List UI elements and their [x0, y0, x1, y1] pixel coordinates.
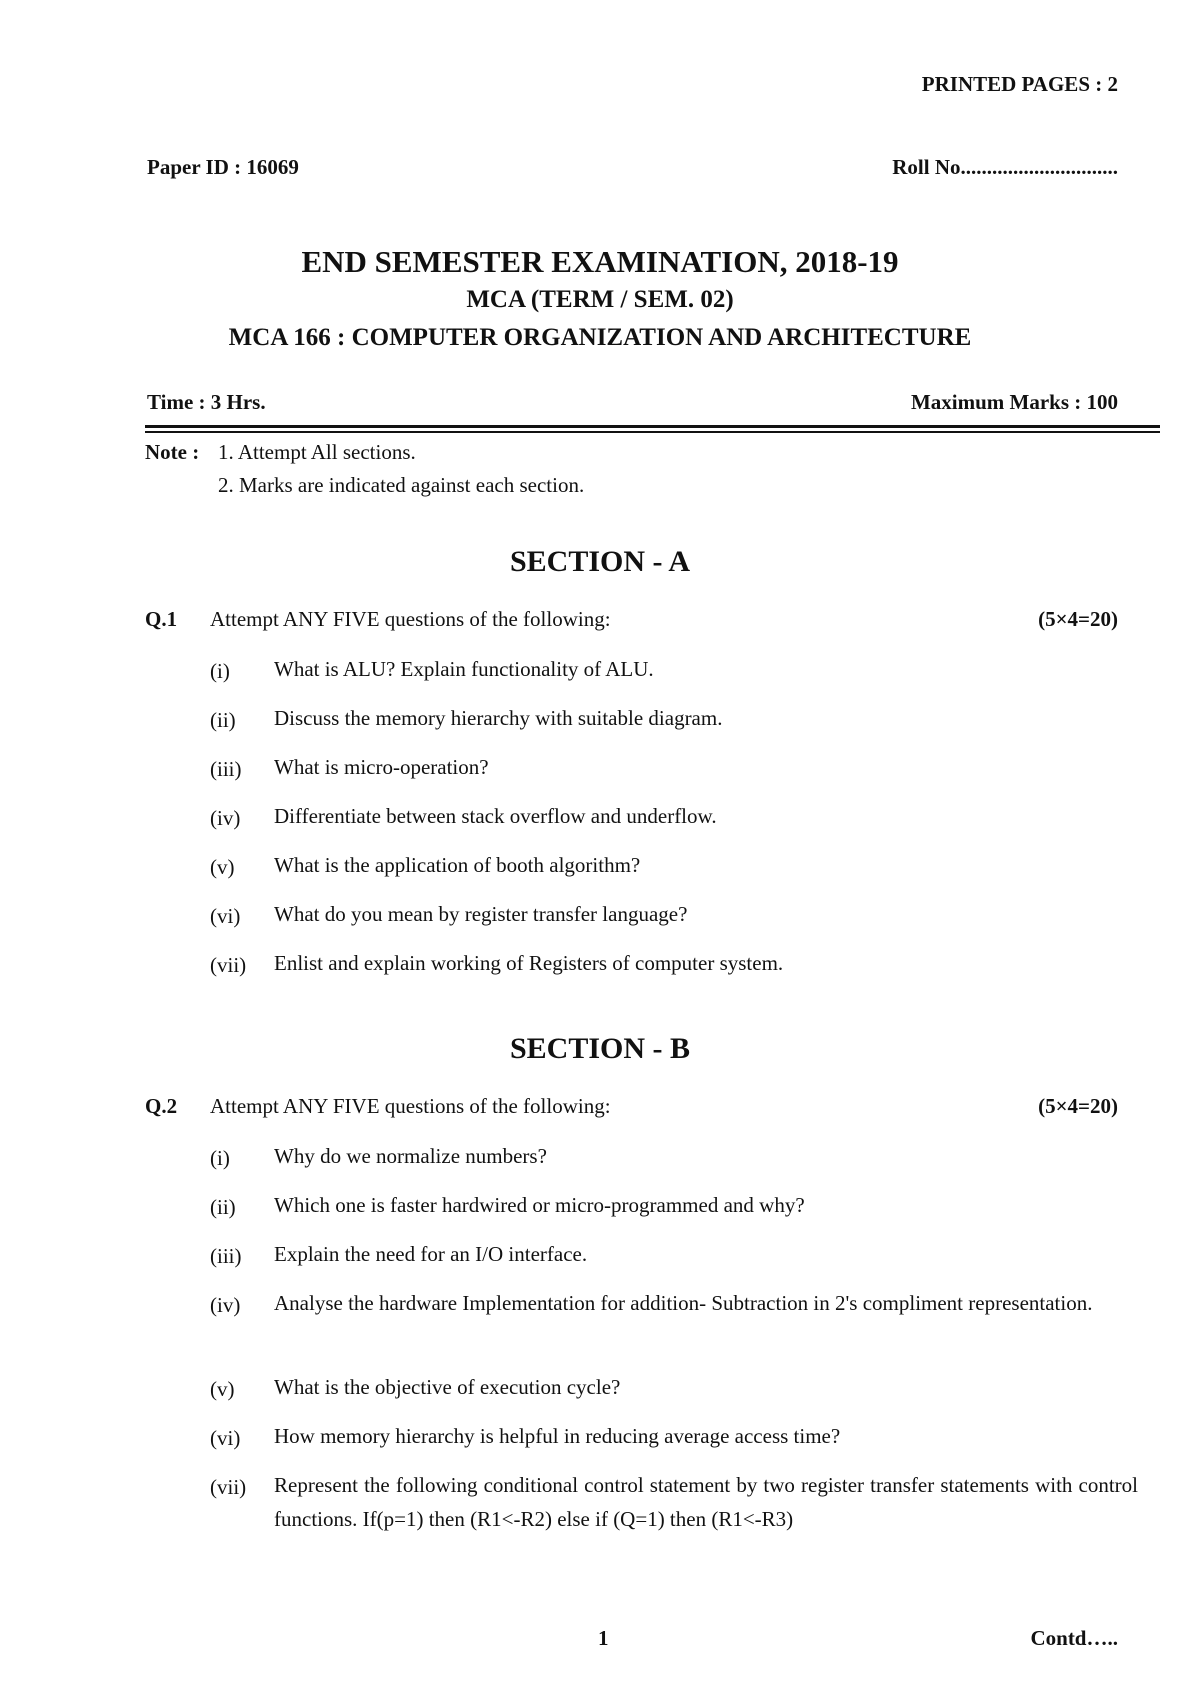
exam-time: Time : 3 Hrs.	[147, 390, 266, 414]
question-item: Differentiate between stack overflow and underflow.	[274, 804, 717, 828]
item-number: (iv)	[210, 806, 241, 830]
question-number: Q.2	[145, 1094, 178, 1118]
item-number: (iii)	[210, 757, 242, 781]
question-marks: (5×4=20)	[1038, 1094, 1118, 1118]
paper-id: Paper ID : 16069	[147, 155, 299, 179]
item-number: (iv)	[210, 1293, 241, 1317]
item-number: (vi)	[210, 1426, 241, 1450]
roll-number: Roll No..............................	[892, 155, 1118, 179]
question-item: Which one is faster hardwired or micro-programmed and why?	[274, 1193, 805, 1217]
question-item: Analyse the hardware Implementation for addition- Subtraction in 2's compliment representation.	[274, 1291, 1093, 1315]
question-item: Enlist and explain working of Registers of computer system.	[274, 951, 784, 975]
question-marks: (5×4=20)	[1038, 607, 1118, 631]
question-item: What is micro-operation?	[274, 755, 489, 779]
continued-label: Contd…..	[1030, 1626, 1118, 1650]
exam-title: END SEMESTER EXAMINATION, 2018-19	[301, 244, 899, 279]
section-a-title: SECTION - A	[509, 545, 691, 578]
question-item: Explain the need for an I/O interface.	[274, 1242, 588, 1266]
question-item: What is the objective of execution cycle?	[274, 1375, 621, 1399]
item-number: (vii)	[210, 1475, 247, 1499]
item-number: (v)	[210, 855, 235, 879]
question-item: Why do we normalize numbers?	[274, 1144, 547, 1168]
question-item: What is the application of booth algorithm?	[274, 853, 641, 877]
item-number: (ii)	[210, 1195, 236, 1219]
note-item: 1. Attempt All sections.	[218, 440, 416, 464]
maximum-marks: Maximum Marks : 100	[910, 390, 1118, 414]
item-number: (iii)	[210, 1244, 242, 1268]
item-number: (vi)	[210, 904, 241, 928]
item-number: (v)	[210, 1377, 235, 1401]
item-number: (i)	[210, 1146, 230, 1170]
question-item: What do you mean by register transfer language?	[274, 902, 688, 926]
course-title: MCA 166 : COMPUTER ORGANIZATION AND ARCHITECTURE	[228, 324, 972, 351]
printed-pages: PRINTED PAGES : 2	[921, 72, 1118, 96]
question-item: Discuss the memory hierarchy with suitable diagram.	[274, 706, 723, 730]
question-instruction: Attempt ANY FIVE questions of the following:	[210, 607, 611, 631]
question-item: Represent the following conditional control statement by two register transfer statements with control functions. If(p=1) then (R1<-R2) else if (Q=1) then (R1<-R3)	[274, 1473, 1138, 1531]
divider-thick	[145, 425, 1160, 428]
divider-thin	[145, 431, 1160, 433]
note-item: 2. Marks are indicated against each section.	[218, 473, 585, 497]
section-b-title: SECTION - B	[509, 1032, 691, 1065]
item-number: (i)	[210, 659, 230, 683]
item-number: (vii)	[210, 953, 247, 977]
question-instruction: Attempt ANY FIVE questions of the following:	[210, 1094, 611, 1118]
program-title: MCA (TERM / SEM. 02)	[466, 286, 734, 313]
page-number: 1	[598, 1626, 609, 1650]
question-number: Q.1	[145, 607, 178, 631]
question-item: How memory hierarchy is helpful in reducing average access time?	[274, 1424, 841, 1448]
question-item: What is ALU? Explain functionality of ALU.	[274, 657, 654, 681]
item-number: (ii)	[210, 708, 236, 732]
note-label: Note :	[145, 440, 200, 464]
